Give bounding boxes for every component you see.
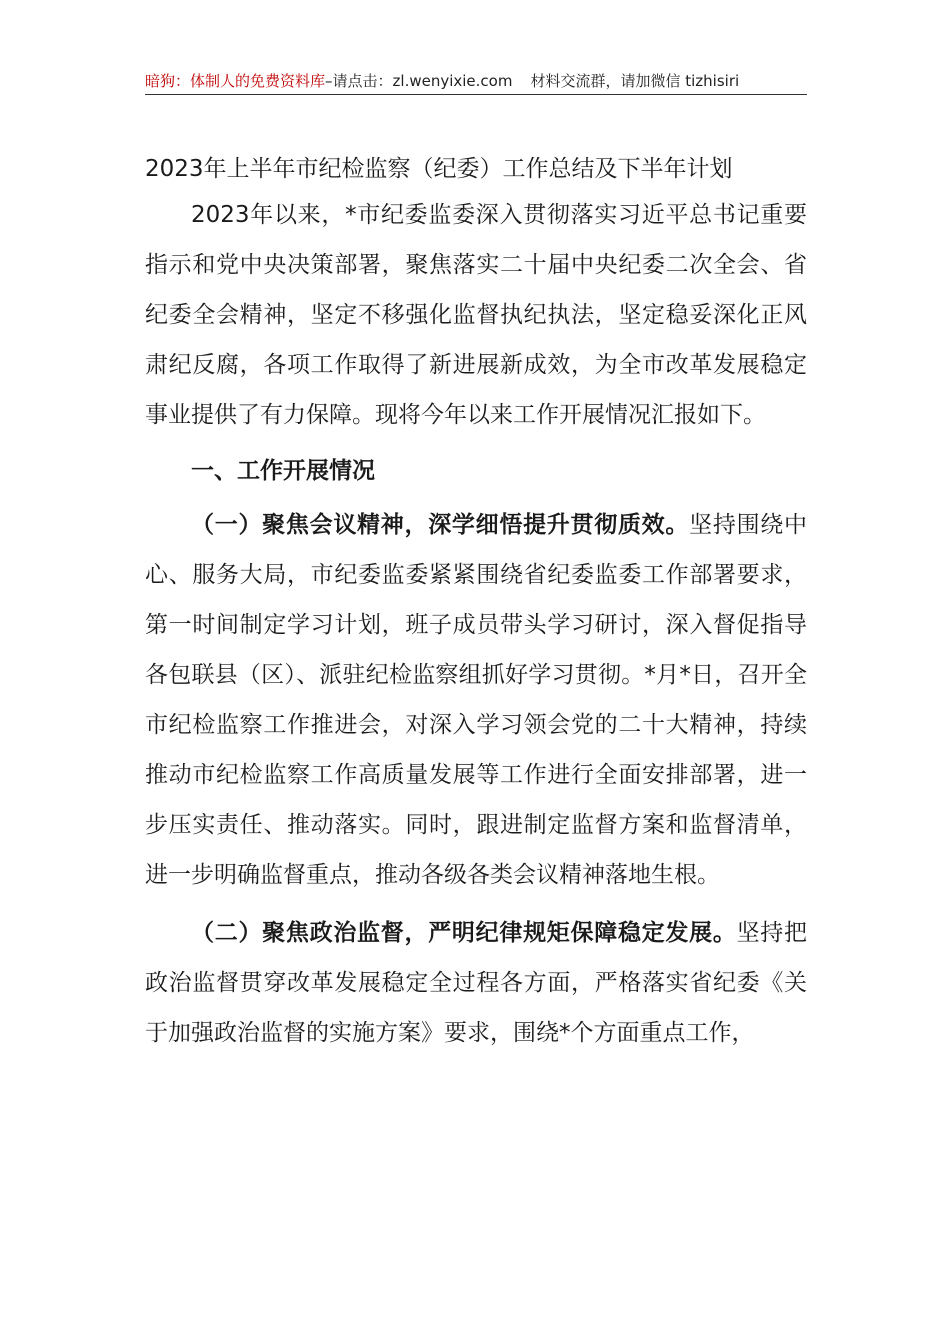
- document-body: [145, 150, 807, 1058]
- header-link-url[interactable]: zl.wenyixie.com: [392, 72, 513, 90]
- header-site-name: 暗狗：体制人的免费资料库: [145, 72, 326, 90]
- item-1-body: 坚持围绕中心、服务大局，市纪委监委紧紧围绕省纪委监委工作部署要求，第一时间制定学习计划，班子成员带头学习研讨，深入督促指导各包联县（区）、派驻纪检监察组抓好学习贯彻。*月*日，召开全市纪检监察工作推进会，对深入学习领会党的二十大精神，持续推动市纪检监察工作高质量发展等工作进行全面安排部署，进一步压实责任、推动落实。同时，跟进制定监督方案和监督清单，进一步明确监督重点，推动各级各类会议精神落地生根。: [145, 512, 808, 888]
- item-2-heading: （二）聚焦政治监督，严明纪律规矩保障稳定发展。: [191, 920, 737, 946]
- item-1-heading: （一）聚焦会议精神，深学细悟提升贯彻质效。: [191, 512, 690, 538]
- header-link-prompt: –请点击：: [325, 72, 393, 90]
- page-header: [145, 70, 807, 92]
- item-2-paragraph: [145, 908, 807, 1058]
- document-title: 2023年上半年市纪检监察（纪委）工作总结及下半年计划: [145, 156, 733, 182]
- intro-paragraph: 2023年以来，*市纪委监委深入贯彻落实习近平总书记重要指示和党中央决策部署，聚焦落实二十届中央纪委二次全会、省纪委全会精神，坚定不移强化监督执纪执法，坚定稳妥深化正风肃纪反腐，各项工作取得了新进展新成效，为全市改革发展稳定事业提供了有力保障。现将今年以来工作开展情况汇报如下。: [145, 202, 807, 428]
- header-divider: [145, 94, 807, 95]
- item-1-paragraph: [145, 500, 807, 900]
- section-heading-1: 一、工作开展情况: [191, 458, 375, 484]
- header-contact: 材料交流群，请加微信 tizhisiri: [530, 72, 740, 90]
- item-2-body: 坚持把政治监督贯穿改革发展稳定全过程各方面，严格落实省纪委《关于加强政治监督的实施方案》要求，围绕*个方面重点工作，: [145, 920, 808, 1046]
